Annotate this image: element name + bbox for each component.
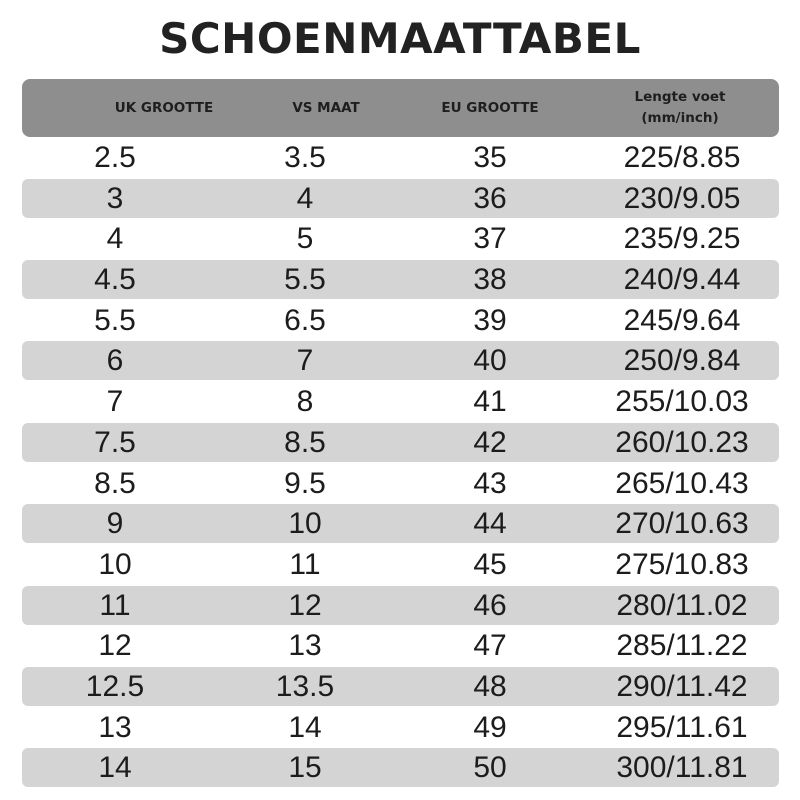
cell-foot-length: 300/11.81 xyxy=(616,751,748,785)
cell-uk-size: 3 xyxy=(106,181,124,215)
header-us-size: VS MAAT xyxy=(292,99,360,116)
cell-uk-size: 2.5 xyxy=(94,141,136,174)
cell-uk-size: 8.5 xyxy=(94,466,136,500)
cell-foot-length: 275/10.83 xyxy=(615,547,749,581)
cell-foot-length: 235/9.25 xyxy=(623,222,741,256)
cell-eu-size: 50 xyxy=(473,751,507,785)
cell-us-size: 5 xyxy=(296,222,314,256)
table-row xyxy=(22,340,779,381)
cell-us-size: 7 xyxy=(296,344,314,378)
cell-foot-length: 255/10.03 xyxy=(615,385,749,419)
cell-us-size: 12 xyxy=(288,588,322,622)
table-row xyxy=(22,300,779,341)
cell-eu-size: 40 xyxy=(473,344,507,378)
cell-eu-size: 43 xyxy=(473,466,507,500)
cell-foot-length: 295/11.61 xyxy=(616,710,748,744)
cell-eu-size: 45 xyxy=(473,547,507,581)
table-header xyxy=(22,79,779,137)
table-row xyxy=(22,381,779,422)
cell-foot-length: 260/10.23 xyxy=(615,425,749,459)
header-uk-size: UK GROOTTE xyxy=(114,99,214,116)
cell-foot-length: 270/10.63 xyxy=(615,507,749,541)
table-row xyxy=(22,625,779,666)
cell-uk-size: 4 xyxy=(106,222,124,256)
table-row xyxy=(22,137,779,178)
cell-us-size: 14 xyxy=(288,710,322,744)
cell-eu-size: 42 xyxy=(473,425,507,459)
cell-eu-size: 37 xyxy=(473,222,507,256)
cell-us-size: 9.5 xyxy=(284,466,326,500)
cell-us-size: 13.5 xyxy=(275,669,335,703)
cell-foot-length: 265/10.43 xyxy=(615,466,749,500)
cell-foot-length: 285/11.22 xyxy=(616,629,748,663)
cell-foot-length: 230/9.05 xyxy=(623,181,741,215)
cell-uk-size: 7.5 xyxy=(94,425,136,459)
header-foot-length-line2: (mm/inch) xyxy=(641,110,719,126)
cell-us-size: 11 xyxy=(289,547,321,581)
cell-eu-size: 49 xyxy=(473,710,507,744)
header-eu-size: EU GROOTTE xyxy=(441,99,539,116)
cell-uk-size: 6 xyxy=(106,344,124,378)
cell-us-size: 3.5 xyxy=(284,141,326,174)
table-row xyxy=(22,544,779,585)
cell-uk-size: 12 xyxy=(98,629,132,663)
table-row xyxy=(22,218,779,259)
cell-uk-size: 10 xyxy=(98,547,132,581)
cell-eu-size: 41 xyxy=(473,385,507,419)
cell-us-size: 13 xyxy=(288,629,322,663)
page-title: SCHOENMAATTABEL xyxy=(159,14,641,63)
cell-eu-size: 46 xyxy=(473,588,507,622)
cell-foot-length: 245/9.64 xyxy=(623,303,741,337)
cell-us-size: 6.5 xyxy=(284,303,326,337)
cell-foot-length: 290/11.42 xyxy=(616,669,748,703)
table-row xyxy=(22,585,779,626)
cell-foot-length: 240/9.44 xyxy=(623,263,741,297)
cell-uk-size: 12.5 xyxy=(85,669,145,703)
cell-eu-size: 44 xyxy=(473,507,507,541)
cell-uk-size: 11 xyxy=(99,588,131,622)
cell-us-size: 4 xyxy=(296,181,314,215)
size-table-body xyxy=(22,137,779,788)
table-row xyxy=(22,259,779,300)
cell-eu-size: 38 xyxy=(473,263,507,297)
cell-us-size: 15 xyxy=(288,751,322,785)
cell-eu-size: 36 xyxy=(473,181,507,215)
cell-us-size: 5.5 xyxy=(284,263,326,297)
table-row xyxy=(22,707,779,748)
table-row xyxy=(22,422,779,463)
cell-us-size: 10 xyxy=(288,507,322,541)
cell-foot-length: 225/8.85 xyxy=(623,141,741,174)
header-foot-length xyxy=(610,79,750,137)
cell-us-size: 8 xyxy=(296,385,314,419)
cell-eu-size: 35 xyxy=(473,141,507,174)
cell-uk-size: 4.5 xyxy=(94,263,136,297)
cell-uk-size: 7 xyxy=(106,385,124,419)
header-foot-length-line1: Lengte voet xyxy=(634,89,726,105)
cell-foot-length: 280/11.02 xyxy=(616,588,748,622)
table-row xyxy=(22,463,779,504)
cell-uk-size: 9 xyxy=(106,507,124,541)
cell-uk-size: 5.5 xyxy=(94,303,136,337)
table-row xyxy=(22,747,779,788)
cell-foot-length: 250/9.84 xyxy=(623,344,741,378)
table-row xyxy=(22,178,779,219)
table-row xyxy=(22,666,779,707)
cell-eu-size: 39 xyxy=(473,303,507,337)
cell-uk-size: 14 xyxy=(98,751,132,785)
cell-uk-size: 13 xyxy=(98,710,132,744)
cell-eu-size: 48 xyxy=(473,669,507,703)
table-row xyxy=(22,503,779,544)
cell-eu-size: 47 xyxy=(473,629,507,663)
cell-us-size: 8.5 xyxy=(284,425,326,459)
